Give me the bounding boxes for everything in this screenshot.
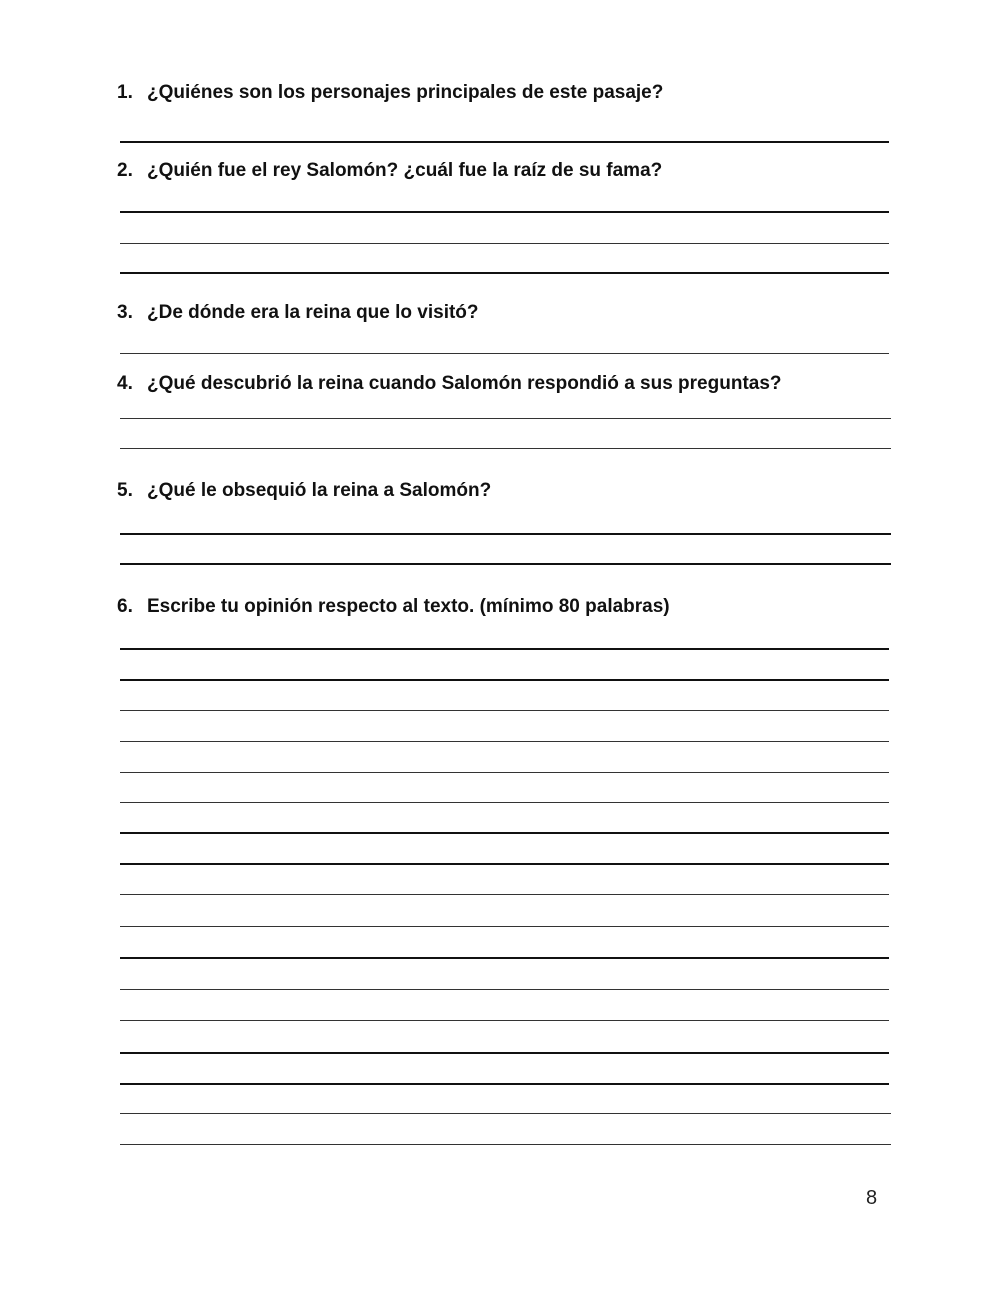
question-2-text: ¿Quién fue el rey Salomón? ¿cuál fue la raíz de su fama? bbox=[147, 160, 663, 181]
question-5 bbox=[117, 480, 491, 502]
question-6-text: Escribe tu opinión respecto al texto. (mínimo 80 palabras) bbox=[147, 596, 670, 617]
answer-line-6-5[interactable] bbox=[120, 772, 889, 773]
answer-line-6-8[interactable] bbox=[120, 863, 889, 865]
answer-line-6-17[interactable] bbox=[120, 1144, 891, 1145]
answer-line-6-11[interactable] bbox=[120, 957, 889, 959]
answer-line-4-2[interactable] bbox=[120, 448, 891, 449]
answer-line-5-2[interactable] bbox=[120, 563, 891, 565]
answer-line-6-4[interactable] bbox=[120, 741, 889, 742]
answer-line-2-3[interactable] bbox=[120, 272, 889, 274]
answer-line-6-7[interactable] bbox=[120, 832, 889, 834]
question-4-text: ¿Qué descubrió la reina cuando Salomón respondió a sus preguntas? bbox=[147, 373, 782, 394]
question-1 bbox=[117, 82, 663, 104]
question-4 bbox=[117, 373, 782, 395]
question-4-number: 4. bbox=[117, 373, 133, 394]
question-2 bbox=[117, 160, 662, 182]
question-3-text: ¿De dónde era la reina que lo visitó? bbox=[147, 302, 479, 323]
question-6 bbox=[117, 596, 670, 618]
question-5-number: 5. bbox=[117, 480, 133, 501]
question-2-number: 2. bbox=[117, 160, 133, 181]
answer-line-4-1[interactable] bbox=[120, 418, 891, 419]
page-number: 8 bbox=[866, 1187, 878, 1209]
answer-line-3-1[interactable] bbox=[120, 353, 889, 354]
question-1-number: 1. bbox=[117, 82, 133, 103]
answer-line-5-1[interactable] bbox=[120, 533, 891, 535]
answer-line-1-1[interactable] bbox=[120, 141, 889, 143]
answer-line-6-6[interactable] bbox=[120, 802, 889, 803]
answer-line-6-10[interactable] bbox=[120, 926, 889, 927]
answer-line-6-16[interactable] bbox=[120, 1113, 891, 1114]
answer-line-2-1[interactable] bbox=[120, 211, 889, 213]
answer-line-6-12[interactable] bbox=[120, 989, 889, 990]
question-5-text: ¿Qué le obsequió la reina a Salomón? bbox=[147, 480, 492, 501]
question-3 bbox=[117, 302, 479, 324]
answer-line-2-2[interactable] bbox=[120, 243, 889, 244]
answer-line-6-15[interactable] bbox=[120, 1083, 889, 1085]
question-3-number: 3. bbox=[117, 302, 133, 323]
answer-line-6-2[interactable] bbox=[120, 679, 889, 681]
answer-line-6-9[interactable] bbox=[120, 894, 889, 895]
answer-line-6-14[interactable] bbox=[120, 1052, 889, 1054]
answer-line-6-1[interactable] bbox=[120, 648, 889, 650]
answer-line-6-13[interactable] bbox=[120, 1020, 889, 1021]
question-6-number: 6. bbox=[117, 596, 133, 617]
answer-line-6-3[interactable] bbox=[120, 710, 889, 711]
question-1-text: ¿Quiénes son los personajes principales de este pasaje? bbox=[147, 82, 664, 103]
